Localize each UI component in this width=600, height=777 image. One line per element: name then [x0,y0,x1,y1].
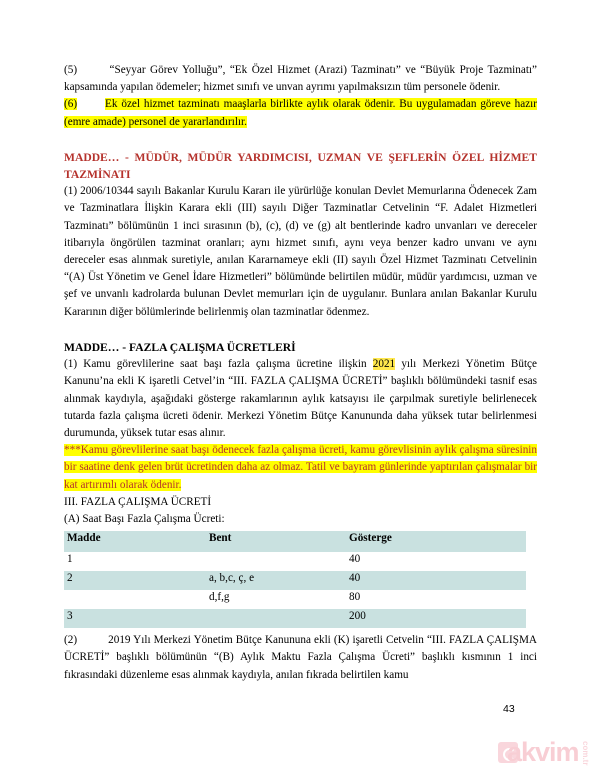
cell-gosterge: 40 [346,552,526,571]
cell-gosterge: 200 [346,609,526,628]
watermark-tld: com.tr [581,741,590,766]
subheading-iii: III. FAZLA ÇALIŞMA ÜCRETİ [64,495,212,508]
madde-fazlacalisma-body [64,356,537,442]
madde-fazlacalisma-heading: MADDE… - FAZLA ÇALIŞMA ÜCRETLERİ [64,340,296,354]
document-content [64,62,537,684]
spacer [64,321,537,339]
cell-madde: 2 [64,571,206,590]
spacer [64,131,537,149]
paragraph-5-text: “Seyyar Görev Yolluğu”, “Ek Özel Hizmet (Arazi) Tazminatı” ve “Büyük Proje Tazminatı” kapsamında yapılan ödemeler; hizmet sınıfı ve unvan ayrımı yapılmaksızın tüm personele ödenir. [64,64,538,94]
table-row [64,590,526,609]
cell-gosterge: 80 [346,590,526,609]
subheading-a: (A) Saat Başı Fazla Çalışma Ücreti: [64,513,225,526]
table-row [64,552,526,571]
madde-muduruzman-heading: MADDE… - MÜDÜR, MÜDÜR YARDIMCISI, UZMAN VE ŞEFLERİN ÖZEL HİZMET TAZMİNATI [64,150,537,182]
takvim-watermark [498,736,598,772]
cell-bent [206,552,346,571]
madde2-text-part1: (1) Kamu görevlilerine saat başı fazla çalışma ücretine ilişkin [64,358,373,371]
highlighted-year: 2021 [372,358,396,371]
paragraph-6 [64,96,537,130]
paragraph-2-number: (2) [64,634,78,647]
cell-bent: a, b,c, ç, e [206,571,346,590]
fazla-calisma-table [64,531,526,628]
table-header-row [64,531,526,552]
cell-gosterge: 40 [346,571,526,590]
note-paragraph [64,442,537,494]
paragraph-2 [64,632,537,684]
paragraph-5-number: (5) [64,64,78,76]
table-row [64,609,526,628]
cell-madde: 3 [64,609,206,628]
paragraph-5 [64,62,537,96]
paragraph-6-text: Ek özel hizmet tazminatı maaşlarla birlikte aylık olarak ödenir. Bu uygulamadan göreve hazır (emre amade) personel de yararlandırılır. [64,98,537,128]
watermark-text: akvim [507,737,579,767]
cell-madde: 1 [64,552,206,571]
cell-bent [206,609,346,628]
column-header-madde: Madde [64,531,206,552]
page-number: 43 [503,703,515,715]
madde2-text-part2: yılı Merkezi Yönetim Bütçe Kanunu’na ekli K işaretli Cetvel’in “III. FAZLA ÇALIŞMA ÜCRETİ” başlıklı bölümündeki tasnif esas alınmak kaydıyla, aşağıdaki gösterge rakamlarının aylık katsayısı ile çarpılmak suretiyle belirlenecek tutarda fazla çalışma ücreti ödenir. Merkezi Yönetim Bütçe Kanununda daha yüksek tutar belirlenmesi durumunda, yüksek tutar esas alınır. [64,358,537,440]
paragraph-2-text: 2019 Yılı Merkezi Yönetim Bütçe Kanununa ekli (K) işaretli Cetvelin “III. FAZLA ÇALIŞMA ÜCRETİ” başlıklı bölümünün “(B) Aylık Maktu Fazla Çalışma Ücreti” başlıklı kısmının 1 inci fıkrasındaki düzenleme esas alınmak kaydıyla, anılan fıkrada belirtilen kamu [64,634,537,681]
cell-madde [64,590,206,609]
column-header-bent: Bent [206,531,346,552]
note-text: Kamu görevlilerine saat başı ödenecek fazla çalışma ücreti, kamu görevlisinin aylık çalışma süresinin bir saatine denk gelen brüt ücretinden daha az olmaz. Tatil ve bayram günlerinde yaptırılan çalışmalar bir kat artırımlı olarak ödenir. [64,444,537,491]
cell-bent: d,f,g [206,590,346,609]
paragraph-6-number: (6) [64,98,78,111]
madde-muduruzman-body: (1) 2006/10344 sayılı Bakanlar Kurulu Kararı ile yürürlüğe konulan Devlet Memurlarına Ödenecek Zam ve Tazminatlara İlişkin Karara ekli (III) sayılı Diğer Tazminatlar Cetvelinin “F. Adalet Hizmetleri Tazminatı” bölümünün 1 inci sırasının (b), (c), (d) ve (g) alt bentlerinde kadro unvanları ve dereceler itibarıyla öngörülen tazminat oranları; aynı hizmet sınıfı, aynı veya benzer kadro unvanı ve aynı dereceler esas alınmak suretiyle, anılan Kararnameye ekli (II) sayılı Özel Hizmet Tazminatı Cetvelinin “(A) Üst Yönetim ve Genel İdare Hizmetleri” bölümünde belirtilen müdür, müdür yardımcısı, uzman ve şef ve unvanlı kadrolarda bulunan Devlet memurları için de uygulanır. Bunlara anılan Bakanlar Kurulu Kararının diğer bölümlerinde belirlenmiş olan tazminatlar ödenmez. [64,185,537,318]
column-header-gosterge: Gösterge [346,531,526,552]
note-marker: *** [64,444,81,457]
table-row [64,571,526,590]
